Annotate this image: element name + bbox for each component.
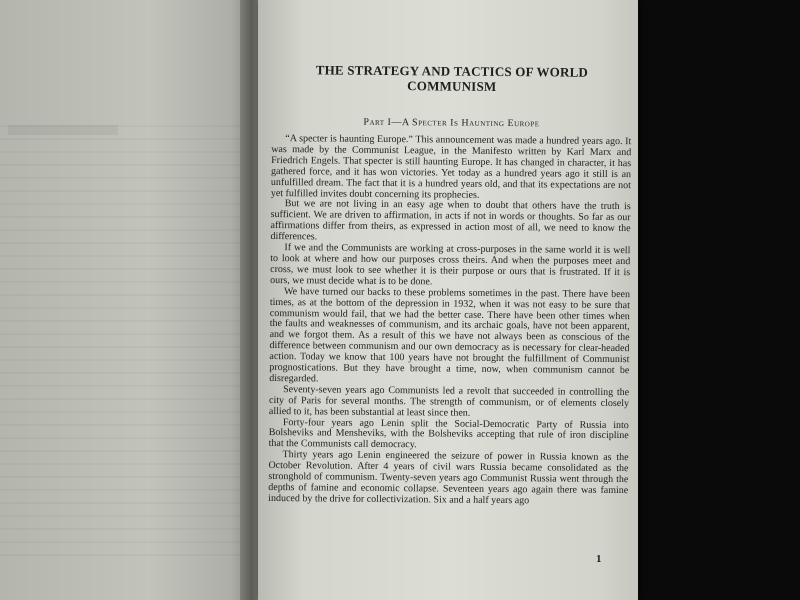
paragraph: Forty-four years ago Lenin split the Social-Democratic Party of Russia into Bolsheviks and Mensheviks, with the Bolsheviks accepting that rule of iron discipline that the Communists call democracy. xyxy=(268,416,629,451)
page-number: 1 xyxy=(596,553,602,565)
body-text xyxy=(268,134,631,508)
paragraph: If we and the Communists are working at cross-purposes in the same world it is well to look at where and how our purposes cross theirs. And when the purposes meet and cross, we must look to see whether it is their purpose or ours that is frustrated. If it is ours, we must decide what is to be done. xyxy=(270,242,631,288)
paragraph: We have turned our backs to these problems sometimes in the past. There have been times, as at the bottom of the depression in 1932, when it was not easy to be sure that communism would fail, that we had the better case. There have been other times when the faults and weaknesses of communism, and its archaic goals, have not been apparent, and we forgot them. As a result of this we have not always been as conscious of the difference between communism and our own democracy as is necessary for clear-headed action. Today we know that 100 years have not brought the fulfillment of Communist prognostications. But they have brought a time, now, when communism cannot be disregarded. xyxy=(269,285,631,385)
right-page xyxy=(258,0,638,600)
paragraph: But we are not living in an easy age when to doubt that others have the truth is sufficient. We are driven to affirmation, in acts if not in words or thoughts. So far as our affirmations differ from theirs, as expressed in action most of all, we need to know the differences. xyxy=(270,198,631,243)
paragraph: “A specter is haunting Europe.” This announcement was made a hundred years ago. It was made by the Communist League, in the Manifesto written by Karl Marx and Friedrich Engels. That specter is still haunting Europe. It has changed in character, it has gathered force, and it has won victories. Yet today as a hundred years ago it still is an unfulfilled dream. The fact that it is a hundred years old, and that its expectations are not yet fulfilled invites doubt concerning its prophecies. xyxy=(270,133,632,201)
page-content xyxy=(268,62,632,508)
document-title: THE STRATEGY AND TACTICS OF WORLD COMMUNISM xyxy=(315,62,589,94)
paragraph: Seventy-seven years ago Communists led a revolt that succeeded in controlling the city of Paris for several months. The strength of communism, or of elements closely allied to it, has been substantial at least since then. xyxy=(268,383,630,419)
bleed-through-text xyxy=(0,125,240,565)
part-heading: Part I—A Specter Is Haunting Europe xyxy=(363,116,540,130)
paragraph: Thirty years ago Lenin engineered the seizure of power in Russia known as the October Revolution. After 4 years of civil wars Russia became consolidated as the stronghold of communism. Twenty-seven years ago Communist Russia went through the depths of famine and economic collapse. Seventeen years ago again there was famine induced by the drive for collectivization. Six and a half years ago xyxy=(268,449,629,507)
left-page xyxy=(0,0,250,600)
